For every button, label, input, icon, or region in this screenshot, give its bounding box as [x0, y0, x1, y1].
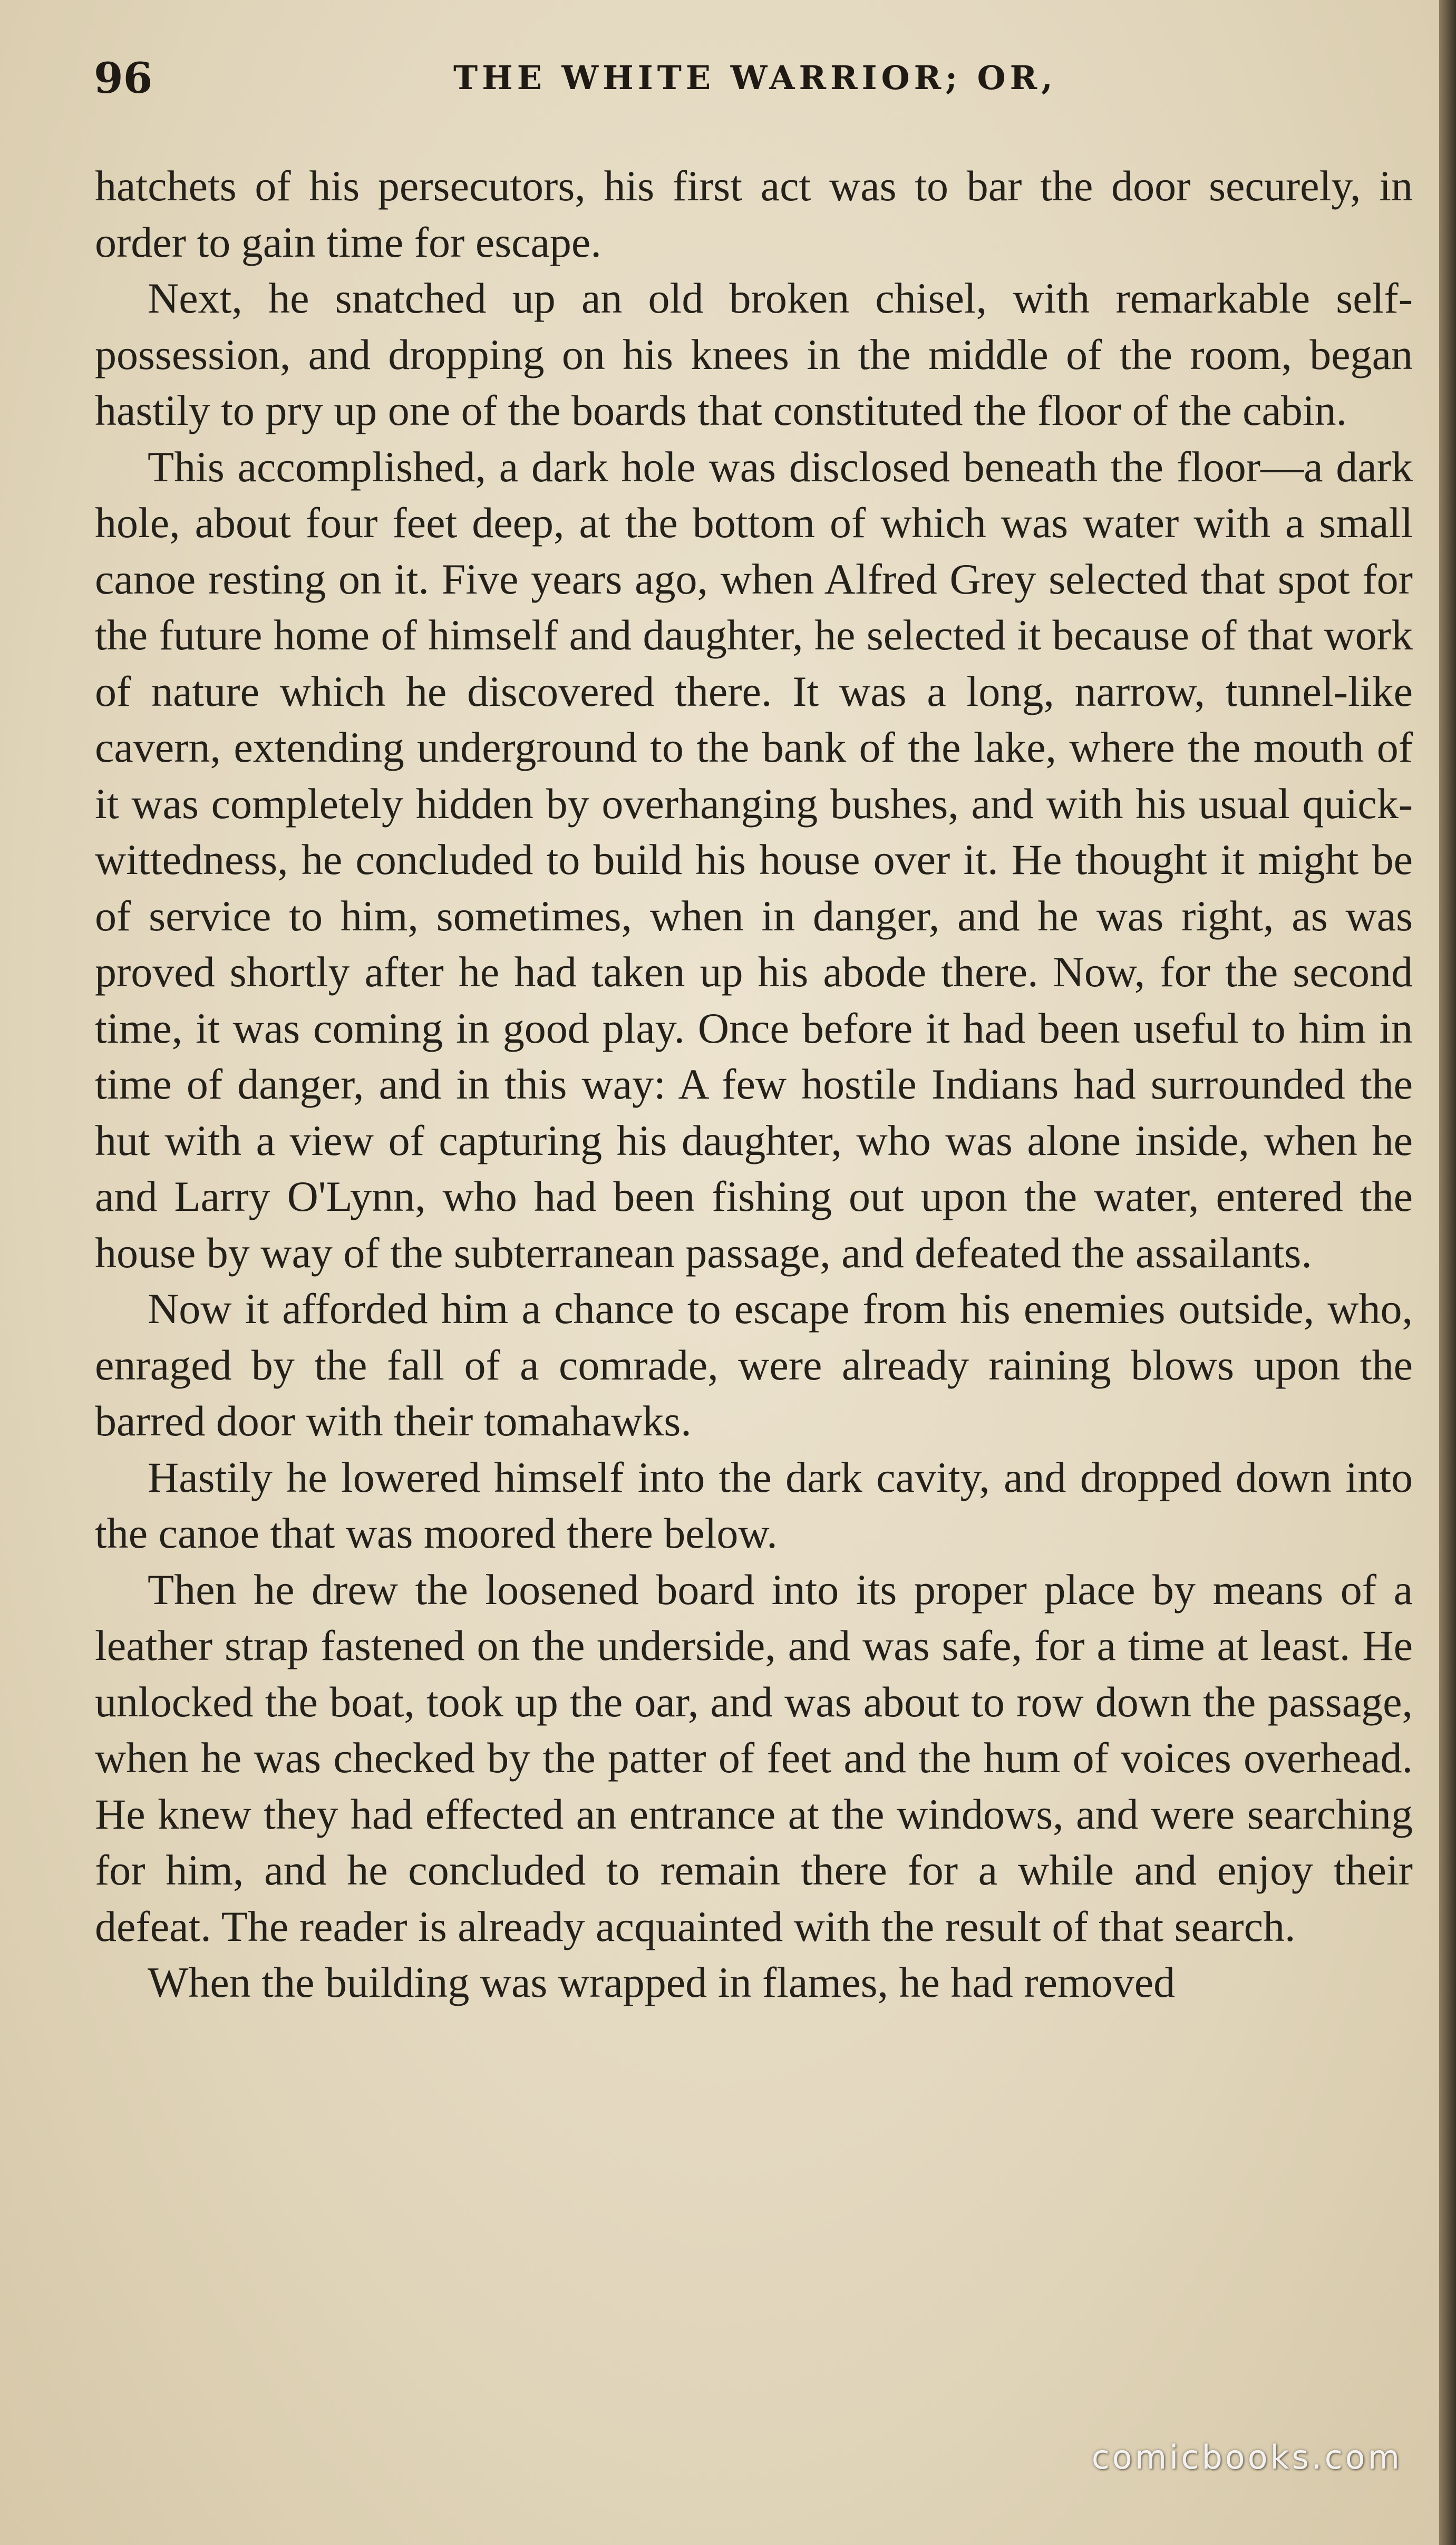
paragraph: Then he drew the loosened board into its proper place by means of a leather strap fastened on the underside, and was safe, for a time at least. He unlocked the boat, took up the oar, and was about to row down the passage, when he was checked by the patter of feet and the hum of voices overhead. He knew they had effected an entrance at the windows, and were searching for him, and he concluded to remain there for a while and enjoy their defeat. The reader is already acquainted with the result of that search. [95, 1565, 1413, 1950]
paragraph: Hastily he lowered himself into the dark cavity, and dropped down into the canoe that was moored there below. [95, 1453, 1413, 1557]
running-head: THE WHITE WARRIOR; OR, [453, 59, 1057, 97]
body-text [95, 158, 1413, 2011]
paragraph: Next, he snatched up an old broken chisel, with remarkable self-possession, and dropping on his knees in the middle of the room, began hastily to pry up one of the boards that constituted the floor of the cabin. [95, 274, 1413, 434]
paragraph: hatchets of his persecutors, his first act was to bar the door securely, in order to gain time for escape. [95, 162, 1413, 266]
watermark: comicbooks.com [1091, 2438, 1402, 2476]
paragraph: When the building was wrapped in flames, he had removed [148, 1958, 1176, 2006]
paragraph: Now it afforded him a chance to escape from his enemies outside, who, enraged by the fall of a comrade, were already raining blows upon the barred door with their tomahawks. [95, 1285, 1413, 1445]
paragraph: This accomplished, a dark hole was disclosed beneath the floor—a dark hole, about four feet deep, at the bottom of which was water with a small canoe resting on it. Five years ago, when Alfred Grey selected that spot for the future home of himself and daughter, he selected it because of that work of nature which he discovered there. It was a long, narrow, tunnel-like cavern, extending underground to the bank of the lake, where the mouth of it was completely hidden by overhanging bushes, and with his usual quick-wittedness, he concluded to build his house over it. He thought it might be of service to him, sometimes, when in danger, and he was right, as was proved shortly after he had taken up his abode there. Now, for the second time, it was coming in good play. Once before it had been useful to him in time of danger, and in this way: A few hostile Indians had surrounded the hut with a view of capturing his daughter, who was alone inside, when he and Larry O'Lynn, who had been fishing out upon the water, entered the house by way of the subterranean passage, and defeated the assailants. [95, 442, 1413, 1277]
page-header [0, 46, 1439, 110]
page-edge [1439, 0, 1456, 2545]
page-number: 96 [94, 53, 153, 103]
